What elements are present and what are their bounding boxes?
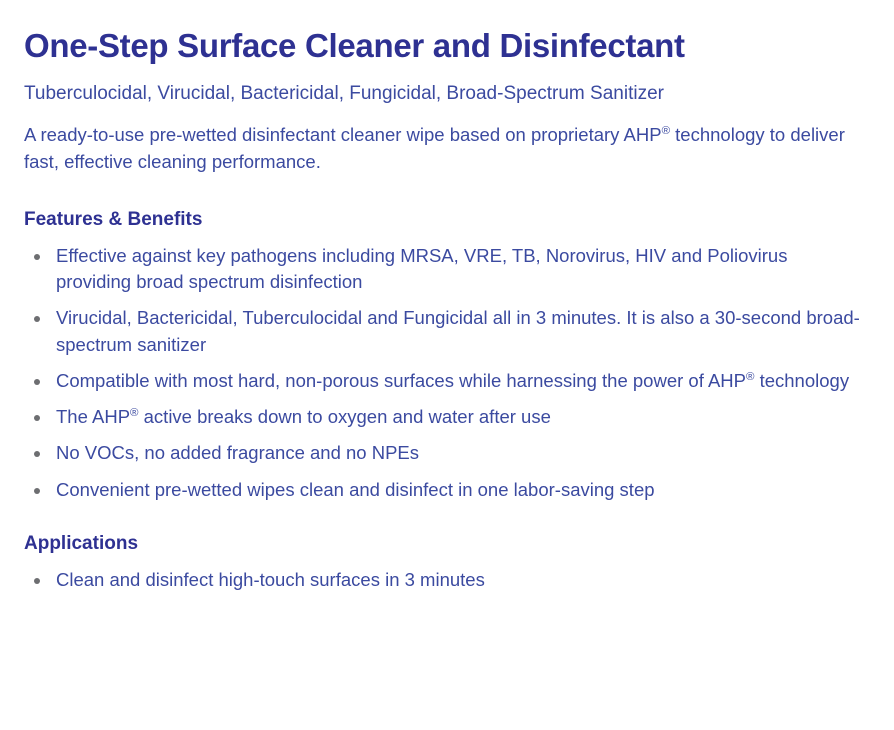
- list-item-text: Clean and disinfect high-touch surfaces in 3 minutes: [56, 568, 485, 590]
- list-item: [24, 305, 866, 358]
- list-item: [24, 477, 866, 503]
- list-item-text: Convenient pre-wetted wipes clean and disinfect in one labor-saving step: [56, 478, 655, 500]
- list-item: [24, 368, 866, 394]
- list-item-text-suffix: active breaks down to oxygen and water after use: [138, 406, 551, 428]
- applications-section: [24, 533, 866, 593]
- intro-text-part-1: A ready-to-use pre-wetted disinfectant cleaner wipe based on proprietary AHP: [24, 124, 662, 146]
- list-item-text: The AHP: [56, 406, 131, 428]
- registered-mark-icon: ®: [130, 406, 139, 419]
- intro-text-part-2: technology to deliver fast, effective cleaning performance.: [24, 124, 845, 172]
- page-subtitle: Tuberculocidal, Virucidal, Bactericidal, Fungicidal, Broad-Spectrum Sanitizer: [24, 82, 664, 104]
- registered-mark-icon: ®: [661, 125, 671, 138]
- features-section: [24, 209, 866, 503]
- registered-mark-icon: ®: [746, 370, 755, 383]
- page-title: One-Step Surface Cleaner and Disinfectant: [24, 27, 685, 64]
- list-item: [24, 567, 866, 593]
- list-item-text: Effective against key pathogens including MRSA, VRE, TB, Norovirus, HIV and Poliovirus providing broad spectrum disinfection: [56, 244, 788, 293]
- list-item: [24, 440, 866, 466]
- features-heading: Features & Benefits: [24, 208, 203, 230]
- list-item-text: Virucidal, Bactericidal, Tuberculocidal and Fungicidal all in 3 minutes. It is also a 30-second broad-spectrum sanitizer: [56, 307, 860, 355]
- intro-paragraph: [24, 122, 854, 175]
- list-item: [24, 243, 866, 296]
- features-list: [24, 243, 866, 503]
- applications-heading: Applications: [24, 532, 139, 554]
- list-item-text-suffix: technology: [754, 369, 850, 391]
- list-item-text: No VOCs, no added fragrance and no NPEs: [56, 442, 420, 464]
- list-item-text: Compatible with most hard, non-porous surfaces while harnessing the power of AHP: [56, 369, 746, 391]
- list-item: [24, 404, 866, 430]
- applications-list: [24, 567, 866, 593]
